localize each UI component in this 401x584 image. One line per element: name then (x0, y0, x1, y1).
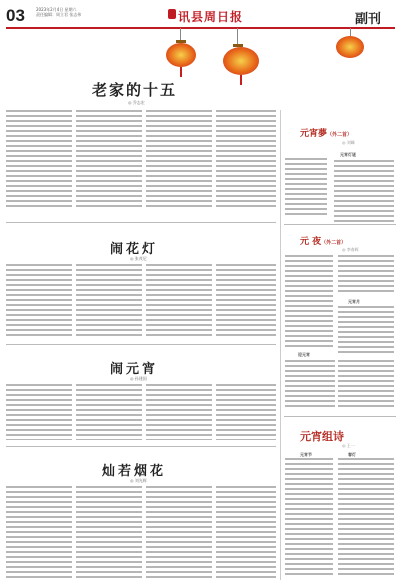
article-separator (6, 222, 276, 223)
poem1-lines-right (334, 160, 394, 222)
festival-col2 (76, 384, 142, 440)
poem3-lines-left (285, 458, 333, 576)
lead-article-col1 (6, 110, 72, 210)
poem3-subtitle: 元宵节 (300, 452, 312, 457)
poem2-subtitle: 元宵月 (348, 299, 360, 304)
lanterns-col3 (146, 264, 212, 338)
poem2-title-text: 元 夜 (300, 237, 322, 247)
lantern-decoration-right (330, 28, 390, 68)
poem-separator (284, 416, 396, 417)
festival-col3 (146, 384, 212, 440)
fireworks-article-title: 灿若烟花 (102, 464, 167, 479)
lanterns-article-byline: ◎ 张茂尼 (130, 256, 147, 261)
poem-separator (284, 224, 396, 225)
masthead-title: 讯县周日报 (178, 10, 244, 24)
page-number: 03 (6, 6, 25, 25)
poem2-title (300, 234, 346, 247)
festival-col4 (216, 384, 276, 440)
poem3-lines-right (338, 458, 394, 576)
lantern-tassel (240, 75, 242, 85)
poem3-subtitle2: 春灯 (348, 452, 356, 457)
lanterns-col2 (76, 264, 142, 338)
poem1-suffix: （外二首） (327, 132, 353, 138)
poem2-lines-left (285, 255, 333, 350)
fireworks-col4 (216, 486, 276, 578)
issue-meta (36, 7, 81, 17)
poem3-title: 元宵组诗 (300, 430, 344, 443)
poem1-title (300, 126, 352, 139)
lanterns-col4 (216, 264, 276, 338)
lanterns-article-title: 闹花灯 (110, 242, 159, 257)
fireworks-article-byline: ◎ 刘光辉 (130, 478, 147, 483)
lantern-tassel (180, 67, 182, 77)
issue-editors: 责任编辑：周立君 张志伟 (36, 12, 82, 17)
poem1-lines-left (285, 158, 327, 216)
lead-article-col2 (76, 110, 142, 210)
festival-article-byline: ◎ 孙建国 (130, 376, 147, 381)
lantern-icon (336, 36, 364, 58)
column-divider (280, 110, 281, 580)
issue-date: 2023年2月4日 星期六 (36, 7, 77, 12)
lantern-string (350, 28, 351, 36)
lanterns-col1 (6, 264, 72, 338)
poem2-lines-right-top (338, 255, 394, 295)
masthead-logo-icon (168, 9, 176, 19)
lead-article-title: 老家的十五 (92, 81, 178, 99)
article-separator (6, 344, 276, 345)
poem2-suffix: （外二首） (321, 240, 347, 246)
festival-article-title: 闹元宵 (110, 362, 159, 377)
poem2-lines-right-bottom2 (338, 360, 394, 410)
fireworks-col2 (76, 486, 142, 578)
lead-article-byline: ◎ 乔志宏 (128, 100, 145, 105)
lantern-string (237, 28, 238, 44)
poem1-byline: ◎ 刘峰 (342, 140, 355, 145)
fireworks-col1 (6, 486, 72, 578)
lantern-icon (166, 43, 196, 67)
poem2-lines-left-bottom (285, 360, 335, 410)
article-separator (6, 446, 276, 447)
festival-col1 (6, 384, 72, 440)
poem2-byline: ◎ 李春晖 (342, 247, 359, 252)
lead-article-col4 (216, 110, 276, 210)
lead-article-col3 (146, 110, 212, 210)
poem1-subtitle: 元宵灯谜 (340, 152, 356, 157)
section-title: 副刊 (355, 12, 382, 27)
lantern-string (180, 28, 181, 40)
lantern-icon (223, 47, 259, 75)
fireworks-col3 (146, 486, 212, 578)
poem2-lines-right-bottom (338, 306, 394, 356)
poem2-subtitle2: 迎元宵 (298, 352, 310, 357)
poem1-title-text: 元宵夢 (300, 129, 328, 139)
poem3-byline: ◎ 王一 (342, 443, 355, 448)
